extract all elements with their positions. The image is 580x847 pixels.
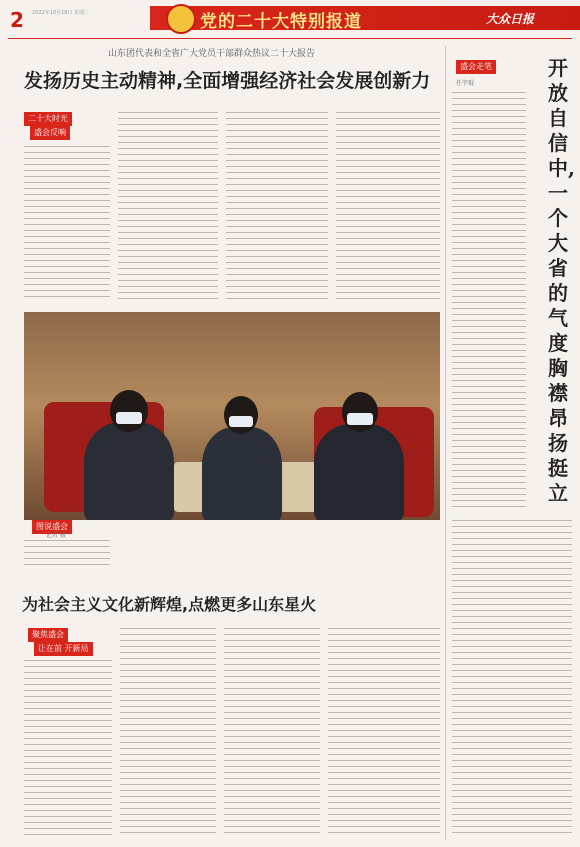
photo-caption: [24, 540, 110, 580]
photo-mask-center: [229, 416, 253, 427]
editorial-title: 开放自信中,一个大省的气度胸襟昂扬挺立: [548, 56, 575, 505]
section-tag-time: 二十大时光: [24, 112, 72, 126]
article-deck: 山东团代表和全省广大党员干部群众热议二十大报告: [108, 49, 316, 59]
article-headline: 发扬历史主动精神,全面增强经济社会发展创新力: [24, 70, 431, 92]
photo-head-left: [110, 390, 148, 432]
news-photo: [24, 312, 440, 520]
article-column-4: [336, 112, 440, 308]
second-article-column-1: [24, 660, 112, 840]
second-article-headline: 为社会主义文化新辉煌,点燃更多山东星火: [22, 595, 317, 614]
second-article-column-2: [120, 628, 216, 840]
photo-credit: 记者 摄: [46, 532, 66, 539]
header-divider: [8, 38, 572, 39]
second-section-tag-1: 聚焦盛会: [28, 628, 68, 642]
page-number: 2: [10, 8, 24, 32]
sidebar-text-upper: [452, 92, 526, 512]
photo-section-tag: 图说盛会: [32, 520, 72, 534]
column-separator: [445, 46, 446, 840]
party-emblem-icon: [166, 4, 196, 34]
second-article-column-3: [224, 628, 320, 840]
photo-person-center: [202, 427, 282, 520]
page-header: [0, 0, 580, 36]
banner-title: 党的二十大特别报道: [200, 12, 362, 32]
article-column-3: [226, 112, 328, 308]
second-article-column-4: [328, 628, 440, 840]
photo-mask-right: [347, 413, 373, 425]
article-column-2: [118, 112, 218, 308]
sidebar-text-lower: [452, 520, 572, 840]
section-tag-response: 盛会反响: [30, 126, 70, 140]
article-column-1: [24, 146, 110, 306]
photo-person-right: [314, 424, 404, 520]
photo-head-center: [224, 396, 258, 434]
newspaper-logo: 大众日报: [486, 12, 535, 26]
page-meta: 2022年10月18日 星期二: [32, 10, 90, 16]
photo-head-right: [342, 392, 378, 432]
sidebar-author: 任宇琨: [456, 80, 475, 87]
sidebar-tag: 盛会走笔: [456, 60, 496, 74]
second-section-tag-2: 让在前 开新局: [34, 642, 93, 656]
photo-mask-left: [116, 412, 142, 424]
photo-person-left: [84, 422, 174, 520]
